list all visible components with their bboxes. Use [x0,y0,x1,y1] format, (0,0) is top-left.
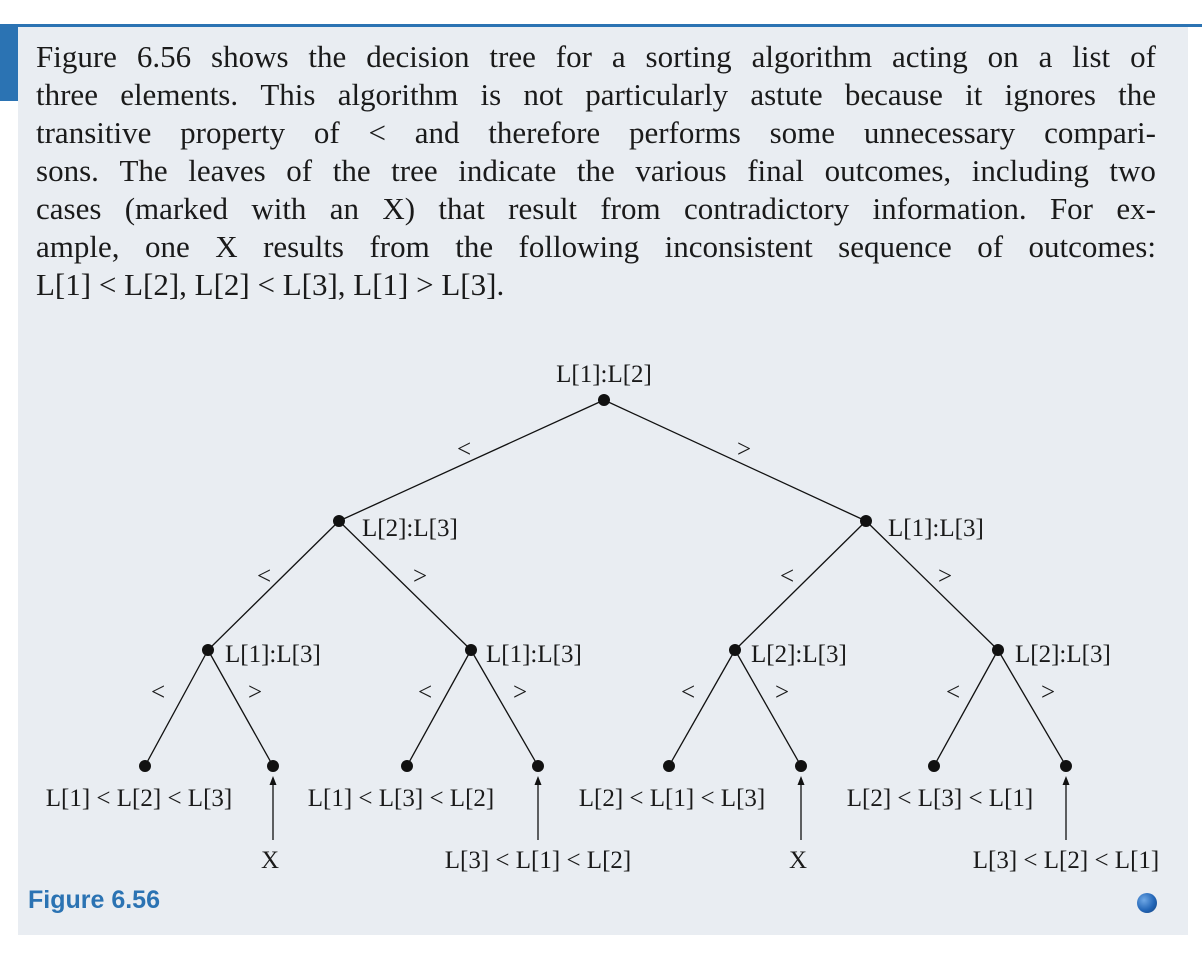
paragraph-word: leaves [188,153,266,188]
paragraph-word: elements. [120,77,239,112]
tree-edge [145,650,208,766]
paragraph-word: acting [892,39,968,74]
paragraph-word: sequence [838,229,952,264]
paragraph-word: a [611,39,626,74]
leaf-outcome-lower: X [260,847,280,874]
paragraph-word: therefore [488,115,601,150]
paragraph-word: from [600,191,661,226]
paragraph-word: decision [366,39,470,74]
paragraph-word: outcomes: [1028,229,1156,264]
root-label: L[1]:L[2] [556,361,652,388]
paragraph-word: two [1109,153,1156,188]
tree-edge [407,650,471,766]
edge-label: > [512,679,528,706]
paragraph-word: it [965,77,983,112]
paragraph-word: results [263,229,344,264]
paragraph-word: This [260,77,316,112]
paragraph-word: Figure [36,39,117,74]
tree-node [928,760,940,772]
paragraph-word: inconsistent [664,229,813,264]
blue-sphere-icon [1137,893,1157,913]
edge-label: < [945,679,961,706]
paragraph-word: three [36,77,98,112]
arrow-head [270,776,277,785]
arrow-head [1063,776,1070,785]
arrow-head [535,776,542,785]
paragraph-word: list [1072,39,1111,74]
paragraph-word: X) [382,191,416,226]
paragraph-word: tree [391,153,438,188]
edge-label: < [779,563,795,590]
tree-node [333,515,345,527]
edge-label: < [417,679,433,706]
paragraph-word: following [518,229,640,264]
paragraph-word: outcomes, [824,153,952,188]
paragraph-word: The [119,153,168,188]
paragraph-word: final [747,153,805,188]
paragraph-word: (marked [124,191,228,226]
paragraph-word: various [635,153,727,188]
paragraph-word: including [971,153,1089,188]
paragraph-word: and [414,115,460,150]
tree-node [401,760,413,772]
tree-edge [934,650,998,766]
paragraph-word: of [977,229,1004,264]
paragraph-word: L[1] < L[2], L[2] < L[3], L[1] > L[3]. [36,267,505,302]
paragraph-word: particularly [585,77,729,112]
paragraph-word: a [1038,39,1053,74]
tree-node [267,760,279,772]
edge-label: < [456,436,472,463]
paragraph-word: that [438,191,485,226]
leaf-outcome: L[1] < L[3] < L[2] [307,785,495,812]
paragraph-word: algorithm [751,39,873,74]
tree-edge [735,521,866,650]
paragraph-word: < [368,115,386,150]
tree-node [465,644,477,656]
figure-caption: Figure 6.56 [28,886,160,914]
paragraph-word: some [769,115,836,150]
edge-label: > [412,563,428,590]
paragraph-word: tree [489,39,536,74]
paragraph-word: of [286,153,313,188]
paragraph-word: algorithm [337,77,459,112]
tree-node [598,394,610,406]
paragraph-word: the [308,39,347,74]
paragraph-word: property [180,115,286,150]
paragraph-word: one [144,229,190,264]
paragraph-word: the [455,229,494,264]
tree-edge [208,521,339,650]
paragraph-word: because [844,77,943,112]
paragraph-word: with [251,191,307,226]
tree-node [202,644,214,656]
node-label: L[1]:L[3] [888,515,984,542]
paragraph-word: of [313,115,340,150]
paragraph-word: sons. [36,153,99,188]
edge-label: > [937,563,953,590]
tree-edge [339,400,604,521]
paragraph-word: indicate [458,153,557,188]
tree-node [1060,760,1072,772]
paragraph-word: from [369,229,430,264]
leaf-outcome: L[2] < L[3] < L[1] [846,785,1034,812]
paragraph-word: ex- [1116,191,1156,226]
leaf-outcome: L[1] < L[2] < L[3] [45,785,233,812]
edge-label: < [256,563,272,590]
tree-node [532,760,544,772]
paragraph-word: unnecessary [863,115,1016,150]
tree-node [992,644,1004,656]
node-label: L[2]:L[3] [1015,641,1111,668]
paragraph-word: transitive [36,115,152,150]
tree-node [663,760,675,772]
edge-label: < [150,679,166,706]
arrow-head [798,776,805,785]
paragraph-word: the [576,153,615,188]
tree-node [795,760,807,772]
node-label: L[1]:L[3] [225,641,321,668]
paragraph-word: result [508,191,578,226]
paragraph-word: the [332,153,371,188]
paragraph-word: an [329,191,360,226]
paragraph-word: ample, [36,229,120,264]
paragraph-word: is [480,77,502,112]
tree-node [139,760,151,772]
paragraph-word: compari- [1044,115,1156,150]
edge-label: > [247,679,263,706]
paragraph-word: the [1118,77,1156,112]
paragraph-word: of [1130,39,1156,74]
leaf-outcome-lower: L[3] < L[1] < L[2] [444,847,632,874]
tree-edge [604,400,866,521]
paragraph-word: on [987,39,1019,74]
paragraph-word: shows [211,39,289,74]
leaf-outcome-lower: L[3] < L[2] < L[1] [972,847,1160,874]
paragraph-word: information. [872,191,1027,226]
tree-node [729,644,741,656]
paragraph-word: cases [36,191,102,226]
node-label: L[2]:L[3] [751,641,847,668]
edge-label: > [774,679,790,706]
node-label: L[2]:L[3] [362,515,458,542]
paragraph-word: X [215,229,238,264]
paragraph-word: sorting [645,39,732,74]
paragraph-word: performs [628,115,741,150]
tree-node [860,515,872,527]
leaf-outcome-lower: X [788,847,808,874]
paragraph-word: not [523,77,563,112]
node-label: L[1]:L[3] [486,641,582,668]
leaf-outcome: L[2] < L[1] < L[3] [578,785,766,812]
edge-label: > [1040,679,1056,706]
paragraph-word: ignores [1004,77,1096,112]
edge-label: > [736,436,752,463]
paragraph-word: astute [750,77,823,112]
paragraph-word: contradictory [683,191,850,226]
paragraph-word: 6.56 [136,39,192,74]
paragraph-word: for [555,39,592,74]
tree-edge [669,650,735,766]
edge-label: < [680,679,696,706]
paragraph-word: For [1049,191,1094,226]
